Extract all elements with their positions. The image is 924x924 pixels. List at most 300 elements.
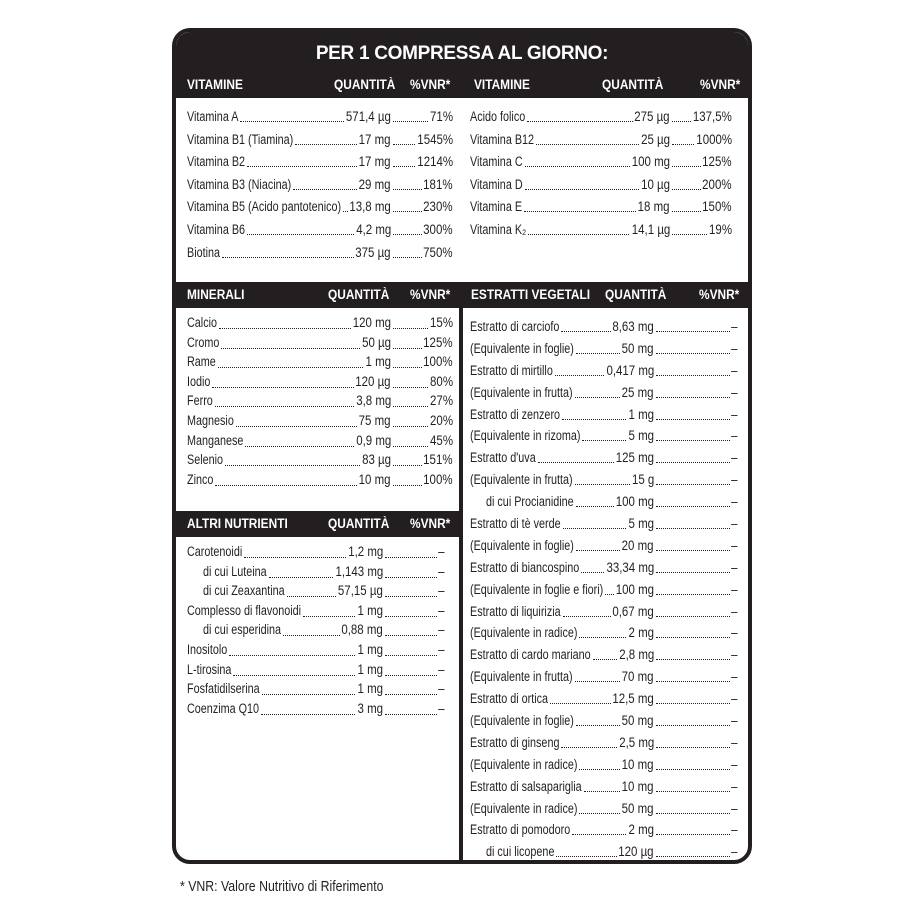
leader-dots <box>385 620 437 636</box>
nutrient-vnr: – <box>731 340 738 356</box>
header-quantity: QUANTITÀ <box>334 77 396 92</box>
table-row <box>187 411 453 431</box>
nutrient-vnr: – <box>731 319 738 334</box>
table-row <box>187 313 453 333</box>
table-row <box>470 316 738 338</box>
nutrient-name: di cui licopene <box>486 844 555 860</box>
nutrient-name: Estratto di cardo mariano <box>470 647 591 663</box>
nutrient-name: (Equivalente in frutta) <box>470 384 573 400</box>
nutrient-vnr: 181% <box>423 176 453 192</box>
nutrient-quantity: 100 mg <box>615 494 654 510</box>
nutrient-vnr: 1000% <box>696 131 732 147</box>
leader-dots <box>656 798 730 814</box>
nutrient-vnr: – <box>438 602 445 618</box>
leader-dots <box>576 338 620 354</box>
nutrient-quantity: 2 mg <box>628 625 654 641</box>
nutrient-quantity: 2 mg <box>628 822 654 838</box>
nutrient-quantity: 17 mg <box>359 131 391 147</box>
leader-dots <box>393 372 428 388</box>
nutrient-quantity: 120 µg <box>355 373 391 389</box>
table-row <box>187 129 453 152</box>
leader-dots <box>393 106 428 122</box>
leader-dots <box>524 196 636 212</box>
table-row <box>187 196 453 219</box>
nutrient-quantity: 75 mg <box>359 412 391 428</box>
leader-dots <box>385 679 437 695</box>
leader-dots <box>385 542 437 558</box>
leader-dots <box>385 640 437 656</box>
nutrient-quantity: 120 mg <box>352 315 391 330</box>
nutrient-vnr: – <box>438 700 445 716</box>
leader-dots <box>656 404 730 420</box>
leader-dots <box>385 660 437 676</box>
leader-dots <box>656 622 730 638</box>
leader-dots <box>555 360 604 376</box>
leader-dots <box>215 470 357 486</box>
nutrient-quantity: 13,8 mg <box>349 199 391 215</box>
leader-dots <box>247 151 357 167</box>
table-row <box>470 174 732 197</box>
table-row <box>187 333 453 353</box>
nutrient-vnr: – <box>731 844 738 860</box>
nutrient-quantity: 1,143 mg <box>335 563 383 579</box>
table-row <box>470 447 738 469</box>
table-row <box>470 666 738 688</box>
nutrient-vnr: 27% <box>430 393 453 409</box>
nutrient-name: Vitamina B12 <box>470 131 535 147</box>
leader-dots <box>393 411 428 427</box>
leader-dots <box>656 360 730 376</box>
nutrient-vnr: – <box>731 494 738 510</box>
leader-dots <box>393 242 422 258</box>
table-row <box>470 819 738 841</box>
nutrient-name: Biotina <box>187 244 221 260</box>
nutrient-name: Estratto di tè verde <box>470 516 561 532</box>
nutrient-quantity: 4,2 mg <box>355 221 391 237</box>
nutrient-quantity: 10 mg <box>359 471 391 487</box>
nutrient-vnr: 750% <box>423 244 453 260</box>
table-row <box>187 542 445 562</box>
nutrient-name: Vitamina B1 (Tiamina) <box>187 131 294 147</box>
table-row <box>470 425 738 447</box>
table-row <box>470 219 732 242</box>
nutrient-vnr: 1214% <box>417 154 453 170</box>
leader-dots <box>393 470 422 486</box>
nutrient-name: Manganese <box>187 432 244 448</box>
header-quantity: QUANTITÀ <box>328 516 390 531</box>
nutrient-name: Cromo <box>187 334 220 350</box>
header-vnr: %VNR* <box>410 287 451 302</box>
nutrient-vnr: – <box>731 559 738 575</box>
table-row <box>470 151 732 174</box>
nutrient-name: (Equivalente in radice) <box>470 625 578 641</box>
leader-dots <box>219 313 351 329</box>
header-minerali <box>176 282 459 308</box>
nutrient-quantity: 25 mg <box>622 384 654 400</box>
table-row <box>187 431 453 451</box>
nutrient-quantity: 1 mg <box>628 406 654 422</box>
table-row <box>187 660 445 680</box>
nutrient-name: Fosfatidilserina <box>187 681 260 697</box>
leader-dots <box>393 151 415 167</box>
header-vitamine-right <box>464 72 752 98</box>
leader-dots <box>269 562 333 578</box>
nutrient-vnr: 15% <box>430 315 453 330</box>
table-row <box>187 470 453 490</box>
leader-dots <box>261 699 355 715</box>
leader-dots <box>656 557 730 573</box>
nutrient-name: Magnesio <box>187 412 234 428</box>
vitamine-right-list <box>470 106 732 242</box>
table-row <box>470 579 738 601</box>
header-quantity: QUANTITÀ <box>602 77 664 92</box>
nutrient-quantity: 1 mg <box>357 602 383 618</box>
leader-dots <box>538 447 614 463</box>
nutrient-vnr: 19% <box>709 221 732 237</box>
nutrient-vnr: – <box>438 622 445 638</box>
nutrient-vnr: 200% <box>702 176 732 192</box>
nutrient-vnr: 100% <box>423 354 453 370</box>
leader-dots <box>393 391 428 407</box>
leader-dots <box>562 404 626 420</box>
nutrient-vnr: 1545% <box>417 131 453 147</box>
nutrient-quantity: 10 mg <box>622 756 654 772</box>
nutrient-name: Ferro <box>187 393 213 409</box>
nutrient-name: (Equivalente in frutta) <box>470 669 573 685</box>
leader-dots <box>656 535 730 551</box>
table-row <box>470 196 732 219</box>
table-row <box>470 622 738 644</box>
nutrient-quantity: 1 mg <box>365 354 391 370</box>
table-row <box>470 535 738 557</box>
nutrient-vnr: 151% <box>423 452 453 468</box>
nutrient-quantity: 3 mg <box>357 700 383 716</box>
table-row <box>470 491 738 513</box>
table-row <box>187 106 453 129</box>
leader-dots <box>245 431 353 447</box>
nutrient-quantity: 0,67 mg <box>612 603 654 619</box>
nutrient-vnr: – <box>731 516 738 532</box>
nutrient-quantity: 83 µg <box>362 452 391 468</box>
leader-dots <box>656 425 730 441</box>
nutrient-quantity: 10 µg <box>641 176 670 192</box>
nutrient-vnr: – <box>731 713 738 729</box>
leader-dots <box>233 660 355 676</box>
leader-dots <box>656 841 730 857</box>
nutrient-quantity: 100 mg <box>631 154 670 170</box>
leader-dots <box>393 352 422 368</box>
header-label: VITAMINE <box>187 77 243 92</box>
nutrient-name: Complesso di flavonoidi <box>187 602 302 618</box>
nutrient-name: (Equivalente in frutta) <box>470 472 573 488</box>
nutrient-quantity: 18 mg <box>638 199 670 215</box>
header-vnr: %VNR* <box>699 287 740 302</box>
nutrient-quantity: 25 µg <box>641 131 670 147</box>
table-row <box>470 469 738 491</box>
nutrient-name: Estratto di ginseng <box>470 734 560 750</box>
leader-dots <box>581 557 604 573</box>
leader-dots <box>563 513 627 529</box>
nutrient-vnr: – <box>438 563 445 579</box>
nutrient-quantity: 17 mg <box>359 154 391 170</box>
leader-dots <box>229 640 355 656</box>
leader-dots <box>656 338 730 354</box>
nutrient-name: di cui esperidina <box>203 622 282 638</box>
table-row <box>470 754 738 776</box>
nutrient-quantity: 1 mg <box>357 681 383 697</box>
header-altri-nutrienti <box>176 511 459 537</box>
nutrient-quantity: 70 mg <box>622 669 654 685</box>
nutrient-name: Calcio <box>187 315 218 330</box>
nutrient-vnr: 45% <box>430 432 453 448</box>
table-row <box>470 513 738 535</box>
nutrient-vnr: – <box>731 691 738 707</box>
table-row <box>187 450 453 470</box>
nutrient-vnr: 150% <box>702 199 732 215</box>
header-label: ESTRATTI VEGETALI <box>471 287 591 302</box>
leader-dots <box>656 819 730 835</box>
leader-dots <box>656 710 730 726</box>
nutrient-quantity: 1,2 mg <box>347 544 383 559</box>
leader-dots <box>222 242 354 258</box>
header-quantity: QUANTITÀ <box>605 287 667 302</box>
nutrient-name: (Equivalente in rizoma) <box>470 428 581 444</box>
leader-dots <box>556 841 616 857</box>
table-row <box>470 129 732 152</box>
nutrient-vnr: 230% <box>423 199 453 215</box>
nutrient-quantity: 50 mg <box>622 713 654 729</box>
leader-dots <box>393 450 422 466</box>
nutrient-vnr: 300% <box>423 221 453 237</box>
leader-dots <box>212 372 353 388</box>
nutrient-name: Estratto d'uva <box>470 450 536 466</box>
leader-dots <box>247 219 354 235</box>
leader-dots <box>528 219 629 235</box>
leader-dots <box>656 447 730 463</box>
nutrient-vnr: – <box>731 450 738 466</box>
nutrient-name: Inositolo <box>187 641 228 657</box>
nutrient-quantity: 2,5 mg <box>618 734 654 750</box>
nutrient-name: (Equivalente in foglie e fiori) <box>470 581 604 597</box>
nutrient-vnr: – <box>731 800 738 816</box>
leader-dots <box>293 174 357 190</box>
table-row <box>187 620 445 640</box>
leader-dots <box>593 644 617 660</box>
table-row <box>470 798 738 820</box>
nutrient-vnr: – <box>731 537 738 553</box>
nutrient-vnr: – <box>438 641 445 657</box>
nutrient-quantity: 14,1 µg <box>631 221 670 237</box>
leader-dots <box>656 513 730 529</box>
nutrient-quantity: 5 mg <box>628 516 654 532</box>
nutrient-quantity: 50 µg <box>362 334 391 350</box>
leader-dots <box>563 601 611 617</box>
nutrient-name: (Equivalente in radice) <box>470 800 578 816</box>
leader-dots <box>656 666 730 682</box>
leader-dots <box>582 425 626 441</box>
nutrient-name: Vitamina D <box>470 176 523 192</box>
nutrient-vnr: 100% <box>423 471 453 487</box>
footnote: * VNR: Valore Nutritivo di Riferimento <box>180 878 384 895</box>
leader-dots <box>656 644 730 660</box>
nutrient-vnr: – <box>731 647 738 663</box>
nutrient-name: Coenzima Q10 <box>187 700 260 716</box>
nutrient-name: (Equivalente in foglie) <box>470 537 574 553</box>
leader-dots <box>225 450 360 466</box>
nutrient-name: Carotenoidi <box>187 544 243 559</box>
nutrient-quantity: 15 g <box>631 472 654 488</box>
table-row <box>470 557 738 579</box>
nutrient-vnr: 80% <box>430 373 453 389</box>
table-row <box>187 372 453 392</box>
header-quantity: QUANTITÀ <box>328 287 390 302</box>
header-estratti <box>463 282 752 308</box>
leader-dots <box>393 129 415 145</box>
table-row <box>470 688 738 710</box>
nutrient-quantity: 12,5 mg <box>612 691 654 707</box>
header-label: ALTRI NUTRIENTI <box>187 516 288 531</box>
leader-dots <box>656 579 730 595</box>
table-row <box>470 360 738 382</box>
leader-dots <box>576 491 614 507</box>
nutrient-name: di cui Luteina <box>203 563 267 579</box>
leader-dots <box>385 699 437 715</box>
leader-dots <box>672 106 691 122</box>
leader-dots <box>393 431 428 447</box>
leader-dots <box>527 106 632 122</box>
nutrient-vnr: – <box>731 734 738 750</box>
leader-dots <box>561 732 616 748</box>
table-row <box>187 219 453 242</box>
table-row <box>187 640 445 660</box>
leader-dots <box>215 391 354 407</box>
nutrient-vnr: – <box>438 661 445 677</box>
nutrient-vnr: 137,5% <box>693 109 732 124</box>
leader-dots <box>672 174 701 190</box>
nutrient-name: (Equivalente in radice) <box>470 756 578 772</box>
nutrient-quantity: 3,8 mg <box>355 393 391 409</box>
leader-dots <box>584 776 620 792</box>
leader-dots <box>672 129 694 145</box>
leader-dots <box>236 411 357 427</box>
leader-dots <box>393 333 422 349</box>
nutrient-quantity: 375 µg <box>355 244 391 260</box>
nutrient-quantity: 0,88 mg <box>341 622 383 638</box>
leader-dots <box>385 562 437 578</box>
nutrient-name: Acido folico <box>470 109 526 124</box>
nutrient-name: (Equivalente in foglie) <box>470 713 574 729</box>
nutrient-vnr: – <box>731 822 738 838</box>
nutrient-vnr: – <box>438 681 445 697</box>
nutrient-name: Vitamina B6 <box>187 221 246 237</box>
nutrient-quantity: 5 mg <box>628 428 654 444</box>
leader-dots <box>575 666 620 682</box>
table-row <box>470 338 738 360</box>
nutrient-vnr: – <box>731 406 738 422</box>
leader-dots <box>218 352 364 368</box>
nutrient-name: Vitamina B2 <box>187 154 246 170</box>
nutrient-vnr: – <box>731 669 738 685</box>
nutrient-name: Vitamina B3 (Niacina) <box>187 176 292 192</box>
nutrient-name: Estratto di pomodoro <box>470 822 571 838</box>
nutrient-quantity: 100 mg <box>615 581 654 597</box>
nutrient-vnr: – <box>731 778 738 794</box>
leader-dots <box>572 819 626 835</box>
leader-dots <box>605 579 613 595</box>
nutrient-vnr: – <box>438 544 445 559</box>
header-label: VITAMINE <box>474 77 530 92</box>
nutrient-name: Selenio <box>187 452 224 468</box>
altri-nutrienti-list <box>187 542 445 718</box>
nutrient-quantity: 50 mg <box>622 340 654 356</box>
nutrient-quantity: 8,63 mg <box>612 319 654 334</box>
table-row <box>470 601 738 623</box>
table-row <box>470 404 738 426</box>
nutrient-quantity: 120 µg <box>618 844 654 860</box>
nutrient-vnr: 20% <box>430 412 453 428</box>
nutrient-quantity: 0,417 mg <box>606 362 654 378</box>
nutrient-name: Estratto di ortica <box>470 691 549 707</box>
nutrient-quantity: 50 mg <box>622 800 654 816</box>
nutrient-name: Vitamina A <box>187 109 239 124</box>
nutrient-name: Iodio <box>187 373 211 389</box>
leader-dots <box>672 196 701 212</box>
nutrient-name: Estratto di biancospino <box>470 559 580 575</box>
nutrient-quantity: 20 mg <box>622 537 654 553</box>
leader-dots <box>579 798 620 814</box>
nutrient-quantity: 1 mg <box>357 661 383 677</box>
leader-dots <box>343 196 347 212</box>
leader-dots <box>393 219 422 235</box>
nutrient-name: L-tirosina <box>187 661 232 677</box>
table-row <box>470 776 738 798</box>
table-row <box>470 841 738 863</box>
leader-dots <box>656 316 730 332</box>
nutrient-vnr: 71% <box>430 109 453 124</box>
leader-dots <box>656 469 730 485</box>
nutrient-name: Vitamina K₂ <box>470 221 527 237</box>
nutrient-name: Rame <box>187 354 216 370</box>
leader-dots <box>525 151 630 167</box>
nutrient-quantity: 29 mg <box>359 176 391 192</box>
nutrient-vnr: 125% <box>423 334 453 350</box>
table-row <box>187 562 445 582</box>
table-row <box>470 732 738 754</box>
leader-dots <box>672 219 707 235</box>
table-row <box>187 391 453 411</box>
leader-dots <box>385 581 437 597</box>
vitamine-left-list <box>187 106 453 264</box>
leader-dots <box>561 316 610 332</box>
nutrient-quantity: 10 mg <box>622 778 654 794</box>
nutrient-quantity: 0,9 mg <box>355 432 391 448</box>
nutrient-name: Estratto di mirtillo <box>470 362 553 378</box>
nutrient-name: Zinco <box>187 471 214 487</box>
table-row <box>187 151 453 174</box>
nutrient-vnr: 125% <box>702 154 732 170</box>
table-row <box>187 352 453 372</box>
leader-dots <box>262 679 356 695</box>
nutrient-name: Estratto di carciofo <box>470 319 560 334</box>
nutrient-name: Vitamina E <box>470 199 523 215</box>
leader-dots <box>385 601 437 617</box>
nutrient-vnr: – <box>731 756 738 772</box>
minerali-list <box>187 313 453 489</box>
leader-dots <box>656 382 730 398</box>
nutrient-name: di cui Procianidine <box>486 494 574 510</box>
leader-dots <box>576 535 620 551</box>
leader-dots <box>295 129 357 145</box>
